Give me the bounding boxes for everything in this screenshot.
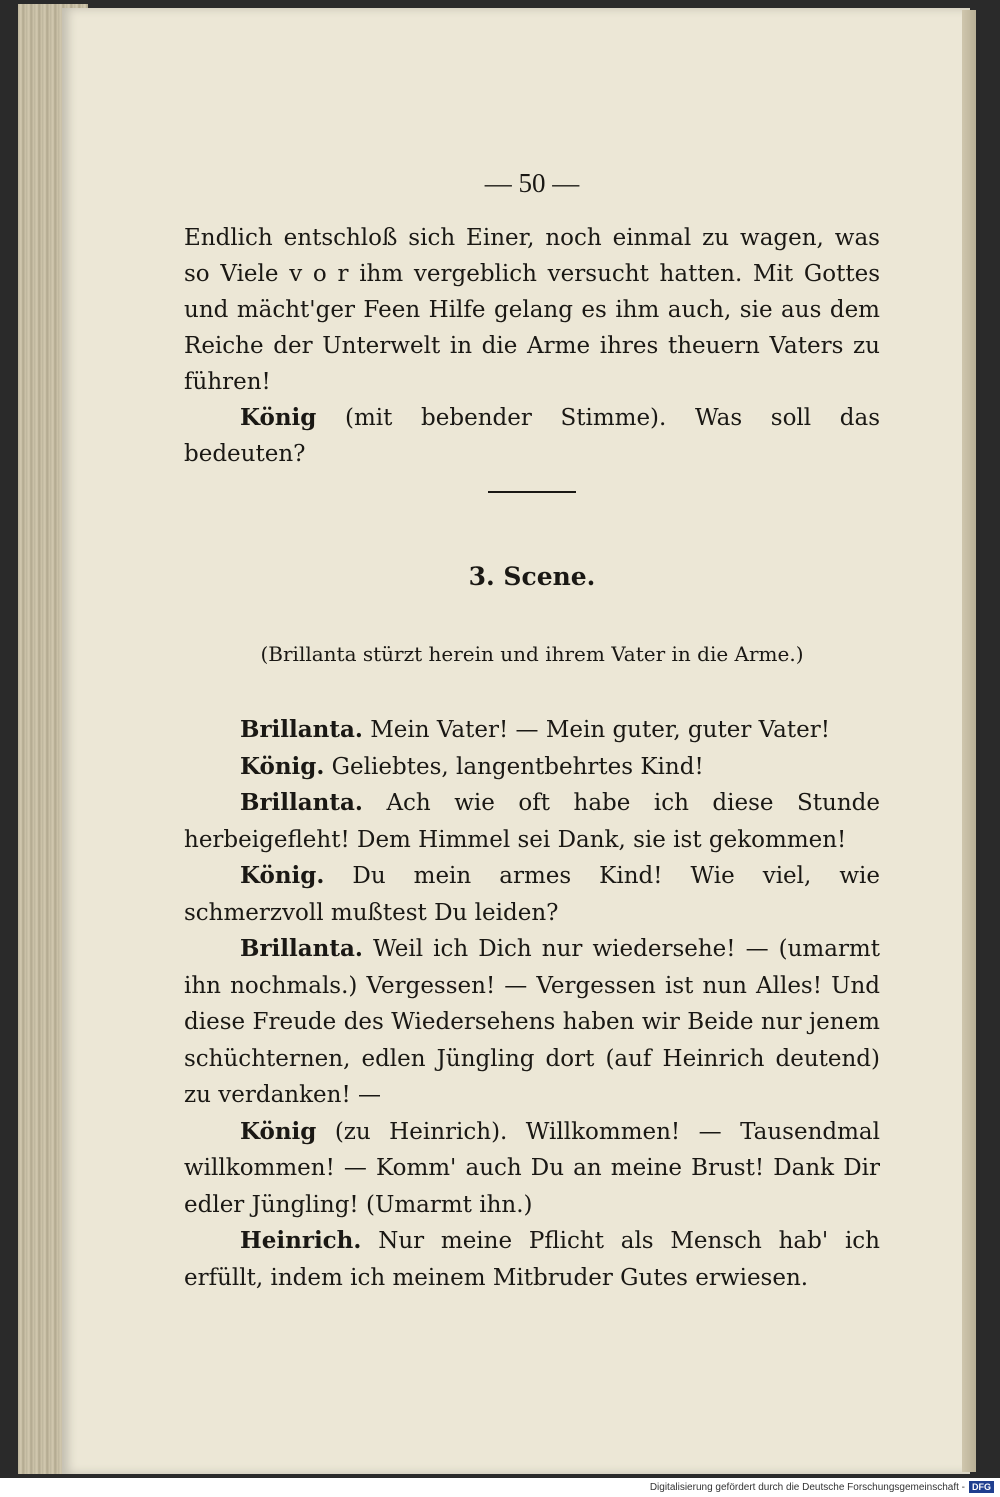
dialogue-line	[184, 1114, 880, 1224]
speaker-name: Heinrich.	[240, 1227, 362, 1254]
speech-text: Mein Vater! — Mein guter, guter Vater!	[362, 717, 830, 743]
speaker-name: König.	[240, 752, 325, 780]
speaker-name: Brillanta.	[240, 716, 363, 743]
dfg-logo-icon: DFG	[969, 1481, 994, 1493]
scene-title: 3. Scene.	[468, 562, 596, 591]
speaker-name: König.	[240, 862, 325, 889]
digitization-footer	[650, 1480, 994, 1494]
konig-line	[184, 400, 880, 472]
stage-direction: (Brillanta stürzt herein und ihrem Vater in die Arme.)	[260, 642, 804, 666]
speech-text: (zu Heinrich). Willkommen! — Tausendmal willkommen! — Komm' auch Du an meine Brust! Dank Dir edler Jüngling! (Umarmt ihn.)	[184, 1118, 880, 1218]
speech-text: Geliebtes, langentbehrtes Kind!	[324, 753, 704, 780]
opening-text	[184, 220, 880, 472]
scene-divider	[488, 491, 576, 493]
speech-text: (mit bebender Stimme). Was soll das bedeuten?	[184, 405, 880, 467]
dialogue-block	[184, 712, 880, 1296]
footer-text: Digitalisierung gefördert durch die Deutsche Forschungsgemeinschaft -	[649, 1481, 965, 1493]
speaker-name: Brillanta.	[240, 789, 363, 816]
speech-text: Nur meine Pflicht als Mensch hab' ich erfüllt, indem ich meinem Mitbruder Gutes erwiesen.	[184, 1228, 880, 1291]
dialogue-line	[184, 749, 880, 786]
speech-text: Ach wie oft habe ich diese Stunde herbeigefleht! Dem Himmel sei Dank, sie ist gekommen!	[184, 790, 880, 853]
dialogue-line	[184, 1223, 880, 1296]
dialogue-line	[184, 858, 880, 931]
dialogue-line	[184, 785, 880, 858]
page-number: — 50 —	[484, 168, 580, 198]
page-right-edge	[962, 10, 976, 1472]
speaker-name: Brillanta.	[240, 935, 363, 962]
speech-text: Weil ich Dich nur wiedersehe! — (umarmt ihn nochmals.) Vergessen! — Vergessen ist nun Alles! Und diese Freude des Wiedersehens haben wir Beide nur jenem schüchternen, edlen Jüngling dort (auf Heinrich deutend) zu verdanken! —	[184, 936, 880, 1108]
dialogue-line	[184, 931, 880, 1114]
speech-text: Du mein armes Kind! Wie viel, wie schmerzvoll mußtest Du leiden?	[184, 863, 880, 926]
speaker-name: König	[240, 1117, 317, 1145]
opening-paragraph: Endlich entschloß sich Einer, noch einmal zu wagen, was so Viele v o r ihm vergeblich versucht hatten. Mit Gottes und mächt'ger Feen Hilfe gelang es ihm auch, sie aus dem Reiche der Unterwelt in die Arme ihres theuern Vaters zu führen!	[184, 225, 880, 395]
speaker-name: König	[240, 404, 317, 431]
dialogue-line	[184, 712, 880, 749]
